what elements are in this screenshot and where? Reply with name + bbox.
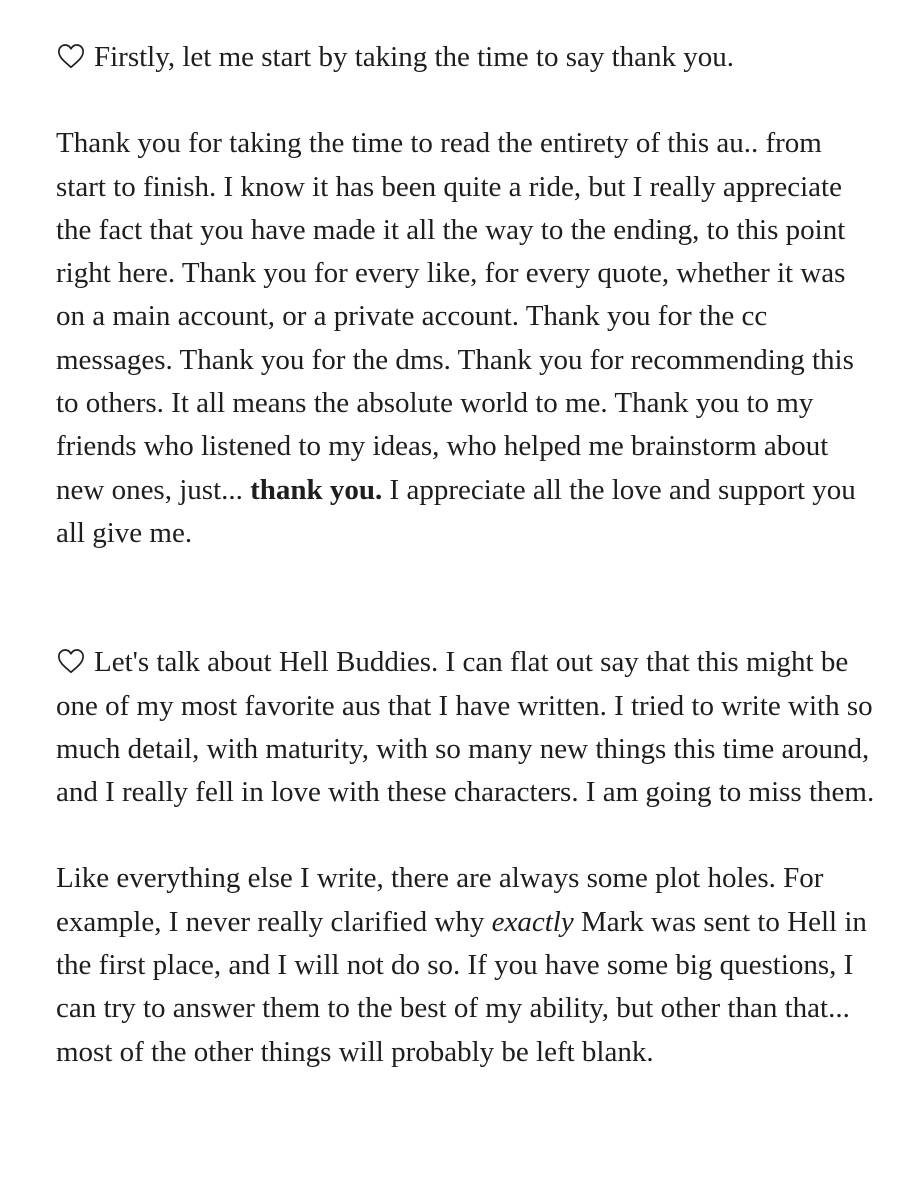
section2-paragraph bbox=[56, 857, 876, 1073]
heart-outline-icon bbox=[56, 42, 86, 70]
section2-text-after: Mark was sent to Hell in the first place, and I will not do so. If you have some big questions, I can try to answer them to the best of my ability, but other than that... most of the other things will probably be left blank. bbox=[56, 905, 867, 1068]
spacer bbox=[56, 79, 876, 122]
section1-body-text: Thank you for taking the time to read the entirety of this au.. from start to finish. I know it has been quite a ride, but I really appreciate the fact that you have made it all the way to the ending, to this point right here. Thank you for every like, for every quote, whether it was on a main account, or a private account. Thank you for the cc messages. Thank you for the dms. Thank you for recommending this to others. It all means the absolute world to me. Thank you to my friends who listened to my ideas, who helped me brainstorm about new ones, just... bbox=[56, 127, 854, 506]
section1-bold-text: thank you. bbox=[250, 473, 383, 506]
section2-intro-text: Let's talk about Hell Buddies. I can flat out say that this might be one of my most favorite aus that I have written. I tried to write with so much detail, with maturity, with so many new things this time around, and I really fell in love with these characters. I am going to miss them. bbox=[56, 646, 875, 809]
section1-intro-text: Firstly, let me start by taking the time to say thank you. bbox=[94, 41, 735, 73]
section2-intro bbox=[56, 641, 876, 814]
document-page bbox=[56, 36, 876, 1074]
section1-closing-text: I appreciate all the love and support you all give me. bbox=[56, 473, 856, 549]
spacer bbox=[56, 814, 876, 857]
section1-intro bbox=[56, 36, 876, 79]
section2-text-before: Like everything else I write, there are always some plot holes. For example, I never really clarified why bbox=[56, 862, 824, 938]
section2-italic-text: exactly bbox=[491, 905, 574, 938]
heart-outline-icon bbox=[56, 647, 86, 675]
section1-body bbox=[56, 122, 876, 555]
spacer bbox=[56, 555, 876, 641]
